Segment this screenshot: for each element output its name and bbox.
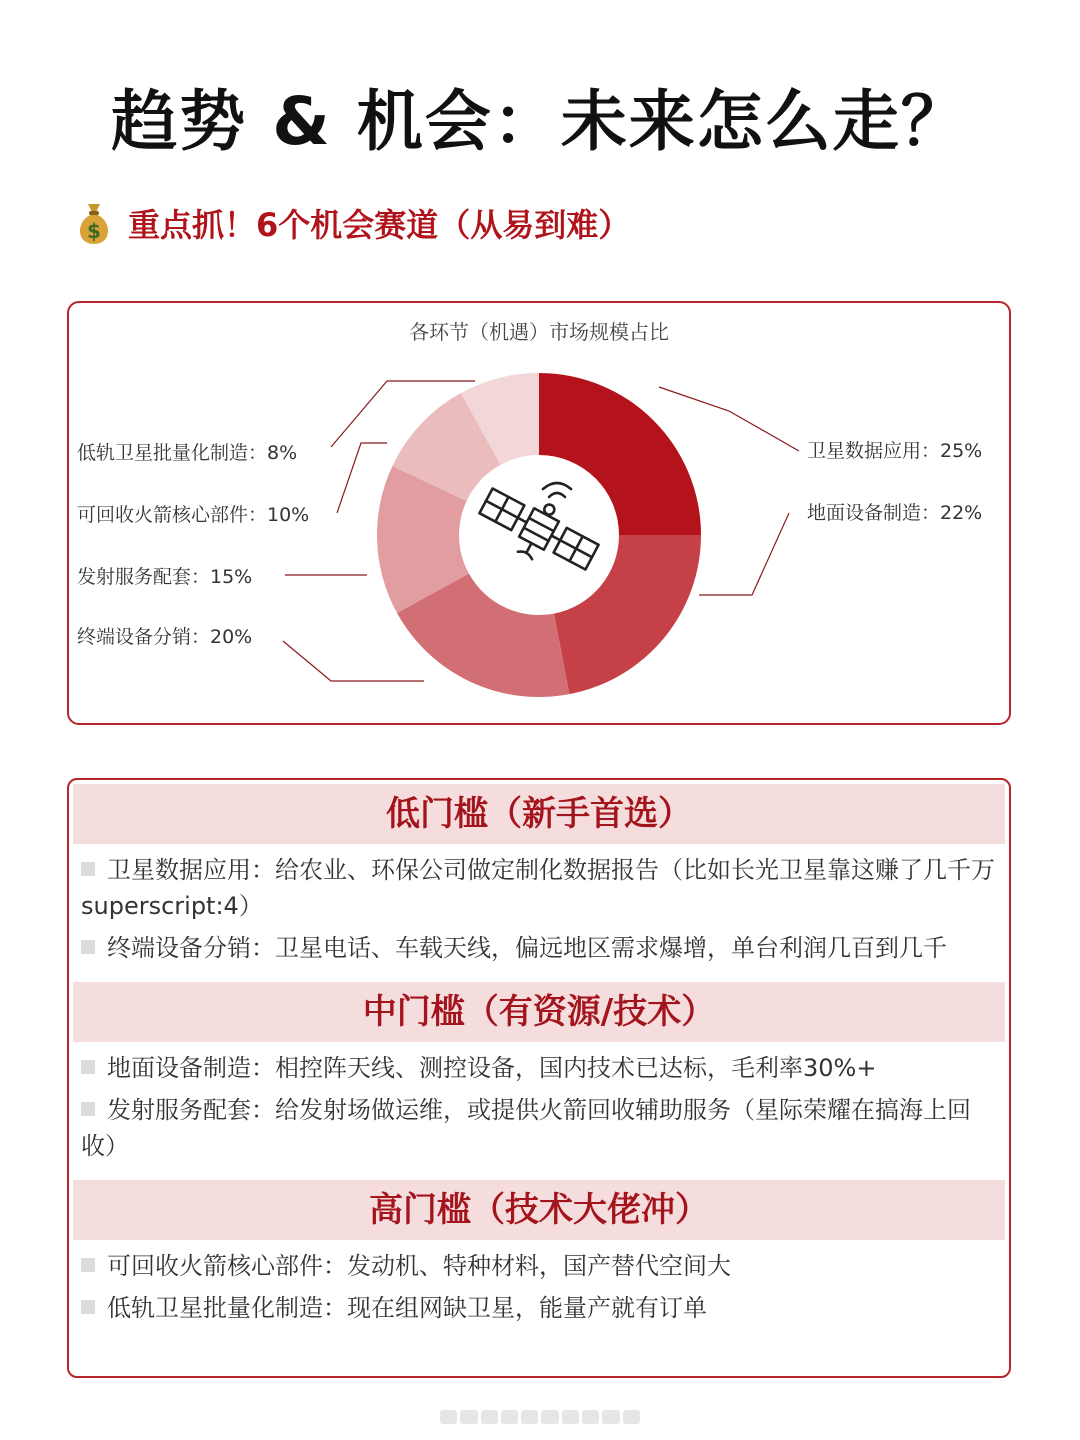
list-item: 可回收火箭核心部件：发动机、特种材料，国产替代空间大 — [81, 1248, 999, 1284]
list-item: 地面设备制造：相控阵天线、测控设备，国内技术已达标，毛利率30%+ — [81, 1050, 999, 1086]
tier-high — [73, 1180, 1005, 1342]
bullet-square-icon — [81, 1300, 95, 1314]
footer-divider — [440, 1410, 640, 1424]
chart-title: 各环节（机遇）市场规模占比 — [409, 320, 669, 344]
leader-line — [337, 443, 387, 513]
slice-label: 终端设备分销：20% — [77, 626, 253, 648]
slice-label: 可回收火箭核心部件：10% — [77, 504, 310, 526]
leader-line — [659, 387, 799, 451]
tier-header: 中门槛（有资源/技术） — [73, 982, 1005, 1042]
leader-line — [283, 641, 424, 681]
bullet-square-icon — [81, 1060, 95, 1074]
list-item: 终端设备分销：卫星电话、车载天线，偏远地区需求爆增，单台利润几百到几千 — [81, 930, 999, 966]
donut-chart — [69, 303, 1009, 723]
bullet-square-icon — [81, 1102, 95, 1116]
section-subtitle — [74, 200, 630, 246]
slice-label: 低轨卫星批量化制造：8% — [77, 442, 298, 464]
bullet-square-icon — [81, 862, 95, 876]
list-item: 卫星数据应用：给农业、环保公司做定制化数据报告（比如长光卫星靠这赚了几千万superscript:4） — [81, 856, 995, 920]
list-item: 低轨卫星批量化制造：现在组网缺卫星，能量产就有订单 — [81, 1290, 999, 1326]
section-subtitle-text: 重点抓！6个机会赛道（从易到难） — [128, 206, 631, 244]
tiers-card — [67, 778, 1011, 1378]
svg-text:$: $ — [87, 219, 101, 243]
leader-line — [699, 513, 789, 595]
bullet-square-icon — [81, 1258, 95, 1272]
donut-chart-card — [67, 301, 1011, 725]
bullet-square-icon — [81, 940, 95, 954]
donut-slice — [539, 373, 701, 535]
slice-label: 地面设备制造：22% — [807, 502, 983, 524]
slice-label: 发射服务配套：15% — [77, 566, 253, 588]
page-title: 趋势 & 机会：未来怎么走？ — [111, 83, 969, 160]
tier-header: 低门槛（新手首选） — [73, 784, 1005, 844]
list-item: 发射服务配套：给发射场做运维，或提供火箭回收辅助服务（星际荣耀在搞海上回收） — [81, 1096, 971, 1160]
tier-header: 高门槛（技术大佬冲） — [73, 1180, 1005, 1240]
money-bag-icon — [74, 200, 114, 246]
tier-low — [73, 784, 1005, 982]
tier-mid — [73, 982, 1005, 1180]
satellite-icon — [472, 477, 605, 584]
slice-label: 卫星数据应用：25% — [807, 440, 983, 462]
